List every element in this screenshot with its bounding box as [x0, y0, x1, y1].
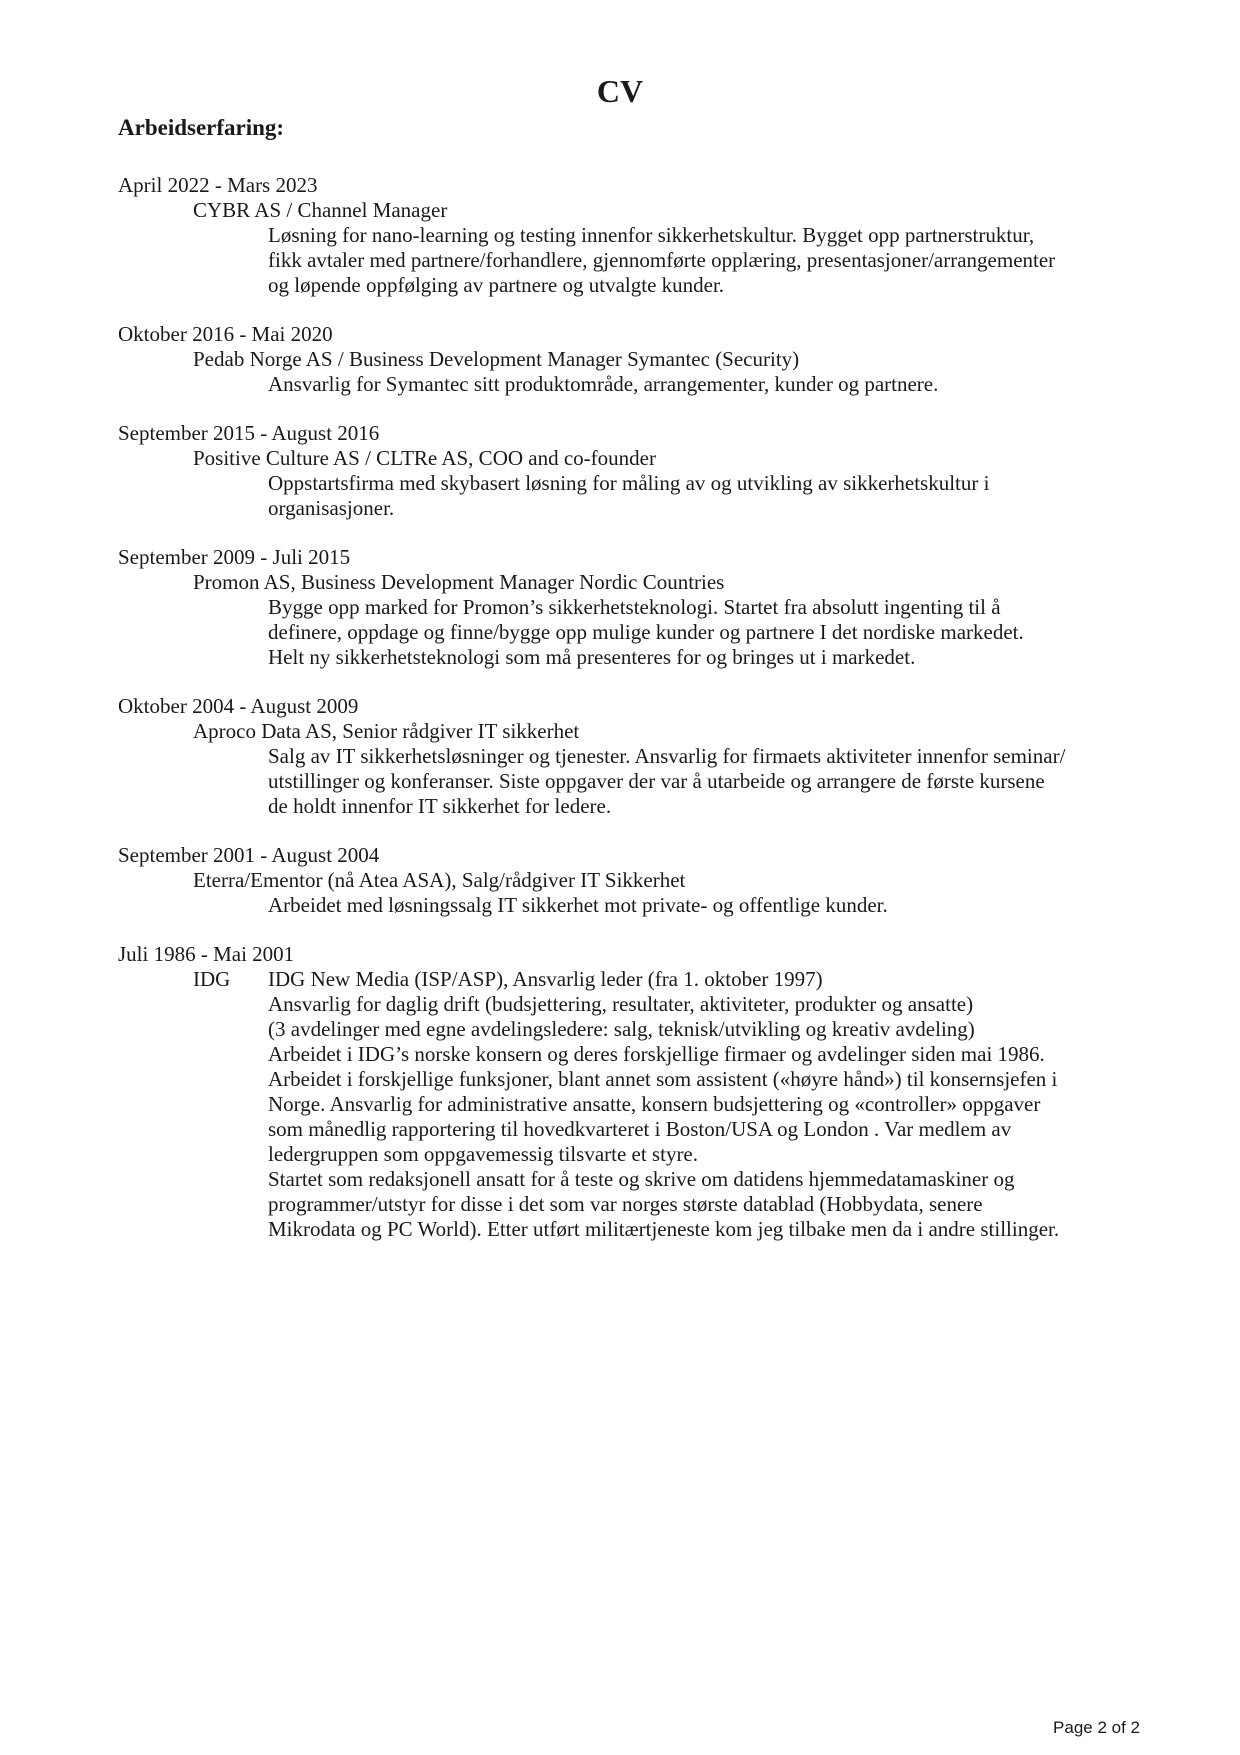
entry-description [268, 471, 1138, 521]
work-experience-list [118, 173, 1138, 1266]
description-line: ledergruppen som oppgavemessig tilsvarte et styre. [268, 1142, 699, 1166]
description-line: og løpende oppfølging av partnere og utvalgte kunder. [268, 273, 725, 297]
entry-description [268, 595, 1138, 670]
entry-role: Positive Culture AS / CLTRe AS, COO and co-founder [193, 446, 656, 470]
description-line: utstillinger og konferanser. Siste oppgaver der var å utarbeide og arrangere de første kursene [268, 769, 1045, 793]
description-line: Arbeidet med løsningssalg IT sikkerhet mot private- og offentlige kunder. [268, 893, 888, 917]
description-line: Ansvarlig for daglig drift (budsjettering, resultater, aktiviteter, produkter og ansatte) [268, 992, 974, 1016]
entry-role: IDG New Media (ISP/ASP), Ansvarlig leder (fra 1. oktober 1997) [268, 967, 823, 991]
idg-role-row [193, 967, 1138, 992]
description-line: Mikrodata og PC World). Etter utført militærtjeneste kom jeg tilbake men da i andre stillinger. [268, 1217, 1060, 1241]
experience-entry [118, 694, 1138, 819]
description-line: Norge. Ansvarlig for administrative ansatte, konsern budsjettering og «controller» oppgaver [268, 1092, 1041, 1116]
description-line: definere, oppdage og finne/bygge opp mulige kunder og partnere I det nordiske markedet. [268, 620, 1024, 644]
entry-description [268, 992, 1138, 1242]
description-line: som månedlig rapportering til hovedkvarteret i Boston/USA og London . Var medlem av [268, 1117, 1012, 1141]
entry-role: Aproco Data AS, Senior rådgiver IT sikkerhet [193, 719, 580, 743]
description-line: Arbeidet i forskjellige funksjoner, blant annet som assistent («høyre hånd») til konsernsjefen i [268, 1067, 1058, 1091]
experience-entry-idg [118, 942, 1138, 1242]
entry-description [268, 223, 1138, 298]
description-line: Startet som redaksjonell ansatt for å teste og skrive om datidens hjemmedatamaskiner og [268, 1167, 1015, 1191]
description-line: programmer/utstyr for disse i det som var norges største datablad (Hobbydata, senere [268, 1192, 983, 1216]
description-line: organisasjoner. [268, 496, 395, 520]
entry-role: Eterra/Ementor (nå Atea ASA), Salg/rådgiver IT Sikkerhet [193, 868, 686, 892]
entry-description [268, 893, 1138, 918]
experience-entry [118, 843, 1138, 918]
description-line: Ansvarlig for Symantec sitt produktområde, arrangementer, kunder og partnere. [268, 372, 939, 396]
entry-period: September 2009 - Juli 2015 [118, 545, 351, 569]
section-heading: Arbeidserfaring: [118, 115, 285, 140]
entry-period: September 2001 - August 2004 [118, 843, 380, 867]
idg-label: IDG [193, 967, 231, 991]
entry-role: Promon AS, Business Development Manager Nordic Countries [193, 570, 725, 594]
experience-entry [118, 173, 1138, 298]
experience-entry [118, 545, 1138, 670]
entry-period: Oktober 2016 - Mai 2020 [118, 322, 333, 346]
page-title: CV [596, 73, 644, 109]
entry-role: CYBR AS / Channel Manager [193, 198, 448, 222]
entry-period: April 2022 - Mars 2023 [118, 173, 318, 197]
description-line: Løsning for nano-learning og testing innenfor sikkerhetskultur. Bygget opp partnerstruktur, [268, 223, 1035, 247]
experience-entry [118, 322, 1138, 397]
entry-description [268, 744, 1138, 819]
entry-description [268, 372, 1138, 397]
entry-period: Juli 1986 - Mai 2001 [118, 942, 295, 966]
description-line: fikk avtaler med partnere/forhandlere, gjennomførte opplæring, presentasjoner/arrangementer [268, 248, 1056, 272]
description-line: de holdt innenfor IT sikkerhet for ledere. [268, 794, 612, 818]
description-line: Bygge opp marked for Promon’s sikkerhetsteknologi. Startet fra absolutt ingenting til å [268, 595, 1001, 619]
entry-period: Oktober 2004 - August 2009 [118, 694, 359, 718]
description-line: Helt ny sikkerhetsteknologi som må presenteres for og bringes ut i markedet. [268, 645, 916, 669]
page-number: Page 2 of 2 [1053, 1718, 1140, 1737]
description-line: (3 avdelinger med egne avdelingsledere: salg, teknisk/utvikling og kreativ avdeling) [268, 1017, 975, 1041]
description-line: Salg av IT sikkerhetsløsninger og tjenester. Ansvarlig for firmaets aktiviteter innenfor seminar/ [268, 744, 1066, 768]
description-line: Arbeidet i IDG’s norske konsern og deres forskjellige firmaer og avdelinger siden mai 1986. [268, 1042, 1045, 1066]
entry-role: Pedab Norge AS / Business Development Manager Symantec (Security) [193, 347, 800, 371]
entry-period: September 2015 - August 2016 [118, 421, 380, 445]
description-line: Oppstartsfirma med skybasert løsning for måling av og utvikling av sikkerhetskultur i [268, 471, 990, 495]
experience-entry [118, 421, 1138, 521]
